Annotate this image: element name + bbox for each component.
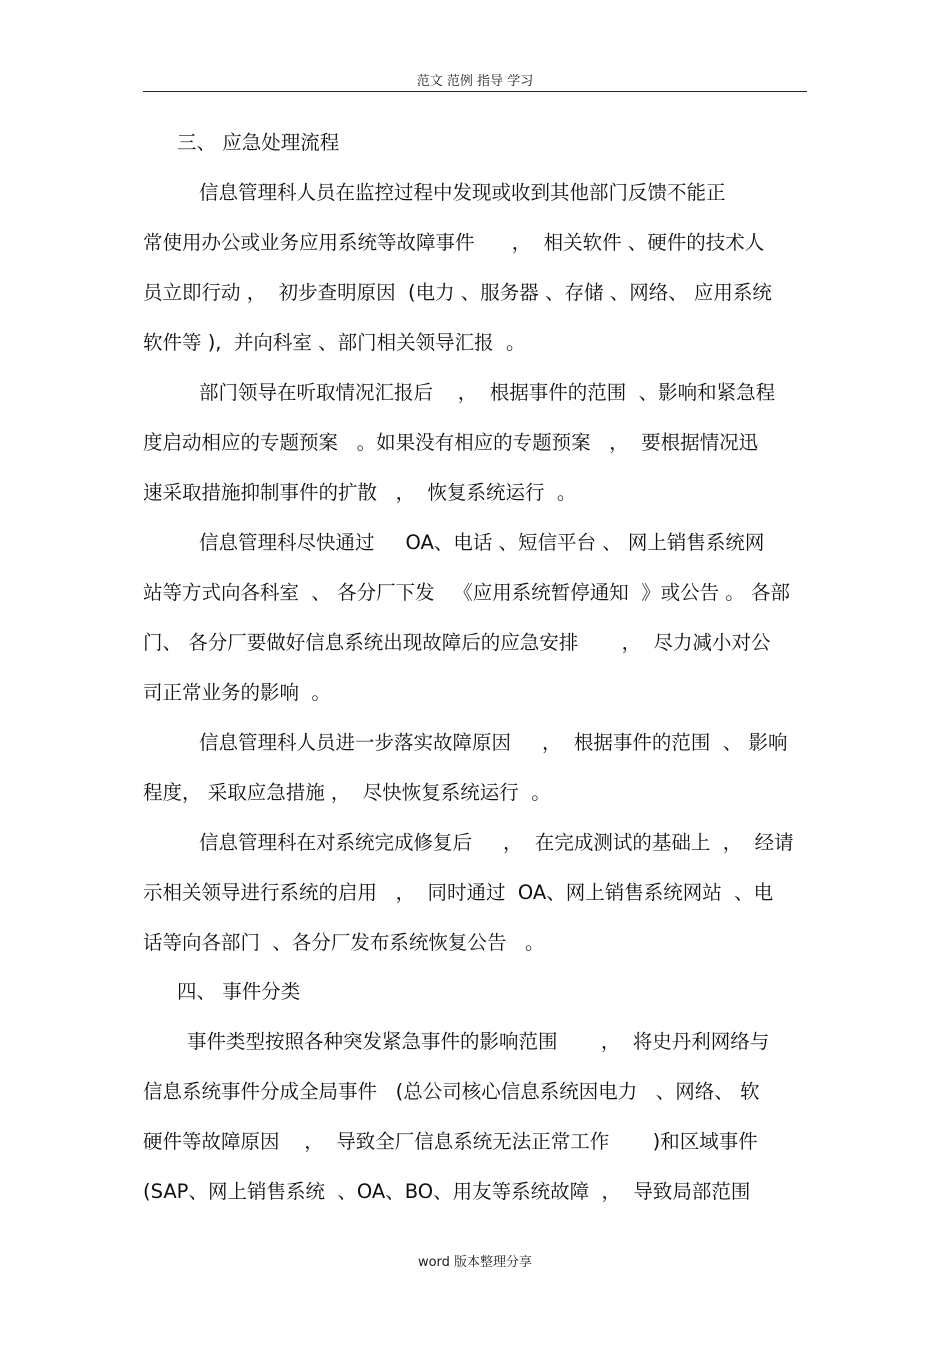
paragraph-line: 事件类型按照各种突发紧急事件的影响范围 ， 将史丹利网络与 <box>187 1030 770 1053</box>
paragraph-line: 站等方式向各科室 、 各分厂下发 《应用系统暂停通知 》或公告 。 各部 <box>143 581 790 604</box>
paragraph-line: 部门领导在听取情况汇报后 ， 根据事件的范围 、影响和紧急程 <box>199 381 776 404</box>
page-header: 范文 范例 指导 学习 <box>416 74 534 89</box>
paragraph-line: 示相关领导进行系统的启用 ， 同时通过 OA、网上销售系统网站 、电 <box>143 881 774 904</box>
section-heading: 三、 应急处理流程 <box>177 131 340 154</box>
paragraph-line: 信息管理科在对系统完成修复后 ， 在完成测试的基础上 ， 经请 <box>199 831 794 854</box>
paragraph-line: 硬件等故障原因 ， 导致全厂信息系统无法正常工作 )和区域事件 <box>143 1130 758 1153</box>
paragraph-line: 话等向各部门 、各分厂发布系统恢复公告 。 <box>143 931 545 954</box>
paragraph-line: 员立即行动 ， 初步查明原因 (电力 、服务器 、存储 、网络、 应用系统 <box>143 281 772 304</box>
paragraph-line: (SAP、网上销售系统 、OA、BO、用友等系统故障 ， 导致局部范围 <box>143 1180 751 1203</box>
paragraph-line: 司正常业务的影响 。 <box>143 681 331 704</box>
section-heading: 四、 事件分类 <box>177 980 301 1003</box>
paragraph-line: 门、 各分厂要做好信息系统出现故障后的应急安排 ， 尽力减小对公 <box>143 631 771 654</box>
paragraph-line: 信息系统事件分成全局事件 (总公司核心信息系统因电力 、网络、 软 <box>143 1080 760 1103</box>
paragraph-line: 常使用办公或业务应用系统等故障事件 ， 相关软件 、硬件的技术人 <box>143 231 765 254</box>
paragraph-line: 度启动相应的专题预案 。如果没有相应的专题预案 ， 要根据情况迅 <box>143 431 759 454</box>
page-footer: word 版本整理分享 <box>417 1255 533 1270</box>
paragraph-line: 信息管理科人员在监控过程中发现或收到其他部门反馈不能正 <box>199 181 726 204</box>
paragraph-line: 软件等 ), 并向科室 、部门相关领导汇报 。 <box>143 331 526 354</box>
header-divider <box>143 91 807 92</box>
paragraph-line: 程度， 采取应急措施 ， 尽快恢复系统运行 。 <box>143 781 551 804</box>
paragraph-line: 信息管理科尽快通过 OA、电话 、短信平台 、 网上销售系统网 <box>199 531 765 554</box>
paragraph-line: 信息管理科人员进一步落实故障原因 ， 根据事件的范围 、 影响 <box>199 731 788 754</box>
paragraph-line: 速采取措施抑制事件的扩散 ， 恢复系统运行 。 <box>143 481 577 504</box>
